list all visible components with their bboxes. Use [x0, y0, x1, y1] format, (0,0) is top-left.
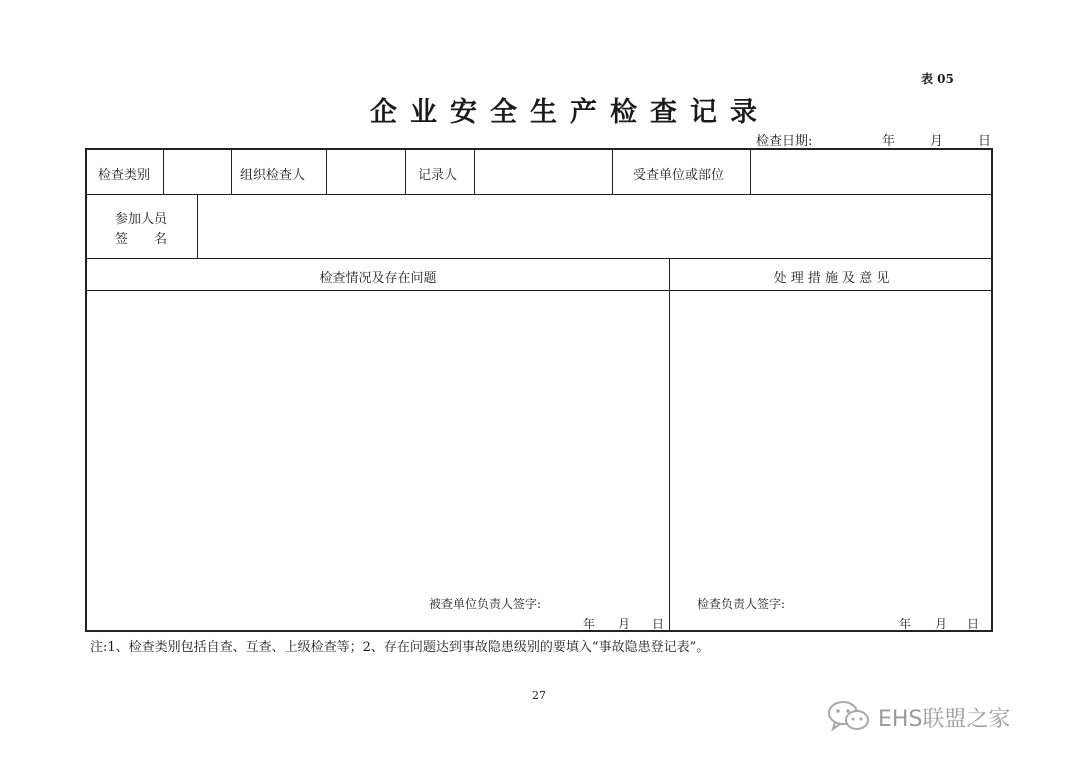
- watermark: [826, 697, 1056, 737]
- wechat-logo-icon: [826, 699, 872, 733]
- form-note: 注:1、检查类别包括自查、互查、上级检查等；2、存在问题达到事故隐患级别的要填入“事故隐患登记表”。: [90, 640, 710, 655]
- form-number: 表 05: [921, 72, 954, 86]
- column-divider: [474, 150, 475, 194]
- inspected-unit-label: 受查单位或部位: [633, 168, 725, 183]
- date-day: 日: [978, 134, 992, 149]
- inspector-signature-label: 检查负责人签字:: [697, 597, 786, 611]
- inspected-unit-signature-label: 被查单位负责人签字:: [429, 597, 542, 611]
- column-divider: [326, 150, 327, 194]
- findings-header: 检查情况及存在问题: [319, 271, 437, 286]
- page-number: 27: [532, 689, 546, 702]
- record-form-table: [85, 148, 993, 632]
- organizer-label: 组织检查人: [240, 168, 306, 183]
- measures-header: 处 理 措 施 及 意 见: [773, 271, 890, 286]
- column-divider: [163, 150, 164, 194]
- measures-date-day: 日: [967, 617, 980, 631]
- column-divider: [405, 150, 406, 194]
- findings-date-year: 年: [583, 617, 596, 631]
- signature-label: 签 名: [115, 232, 168, 247]
- findings-date-day: 日: [652, 617, 665, 631]
- column-divider: [612, 150, 613, 194]
- column-divider: [231, 150, 232, 194]
- inspection-date-line: [756, 130, 996, 148]
- recorder-label: 记录人: [418, 168, 458, 183]
- row-divider: [87, 194, 991, 195]
- measures-date-month: 月: [935, 617, 948, 631]
- measures-date-year: 年: [899, 617, 912, 631]
- row-divider: [87, 258, 991, 259]
- date-month: 月: [930, 134, 944, 149]
- row-divider: [87, 290, 991, 291]
- inspection-category-label: 检查类别: [98, 168, 151, 183]
- date-year: 年: [882, 134, 896, 149]
- date-label: 检查日期:: [756, 134, 813, 149]
- watermark-text: EHS联盟之家: [878, 707, 1011, 732]
- page-title: 企业安全生产检查记录: [370, 97, 770, 128]
- section-divider: [669, 258, 670, 632]
- participants-label: 参加人员: [115, 212, 168, 227]
- column-divider: [750, 150, 751, 194]
- findings-date-month: 月: [618, 617, 631, 631]
- column-divider: [197, 194, 198, 258]
